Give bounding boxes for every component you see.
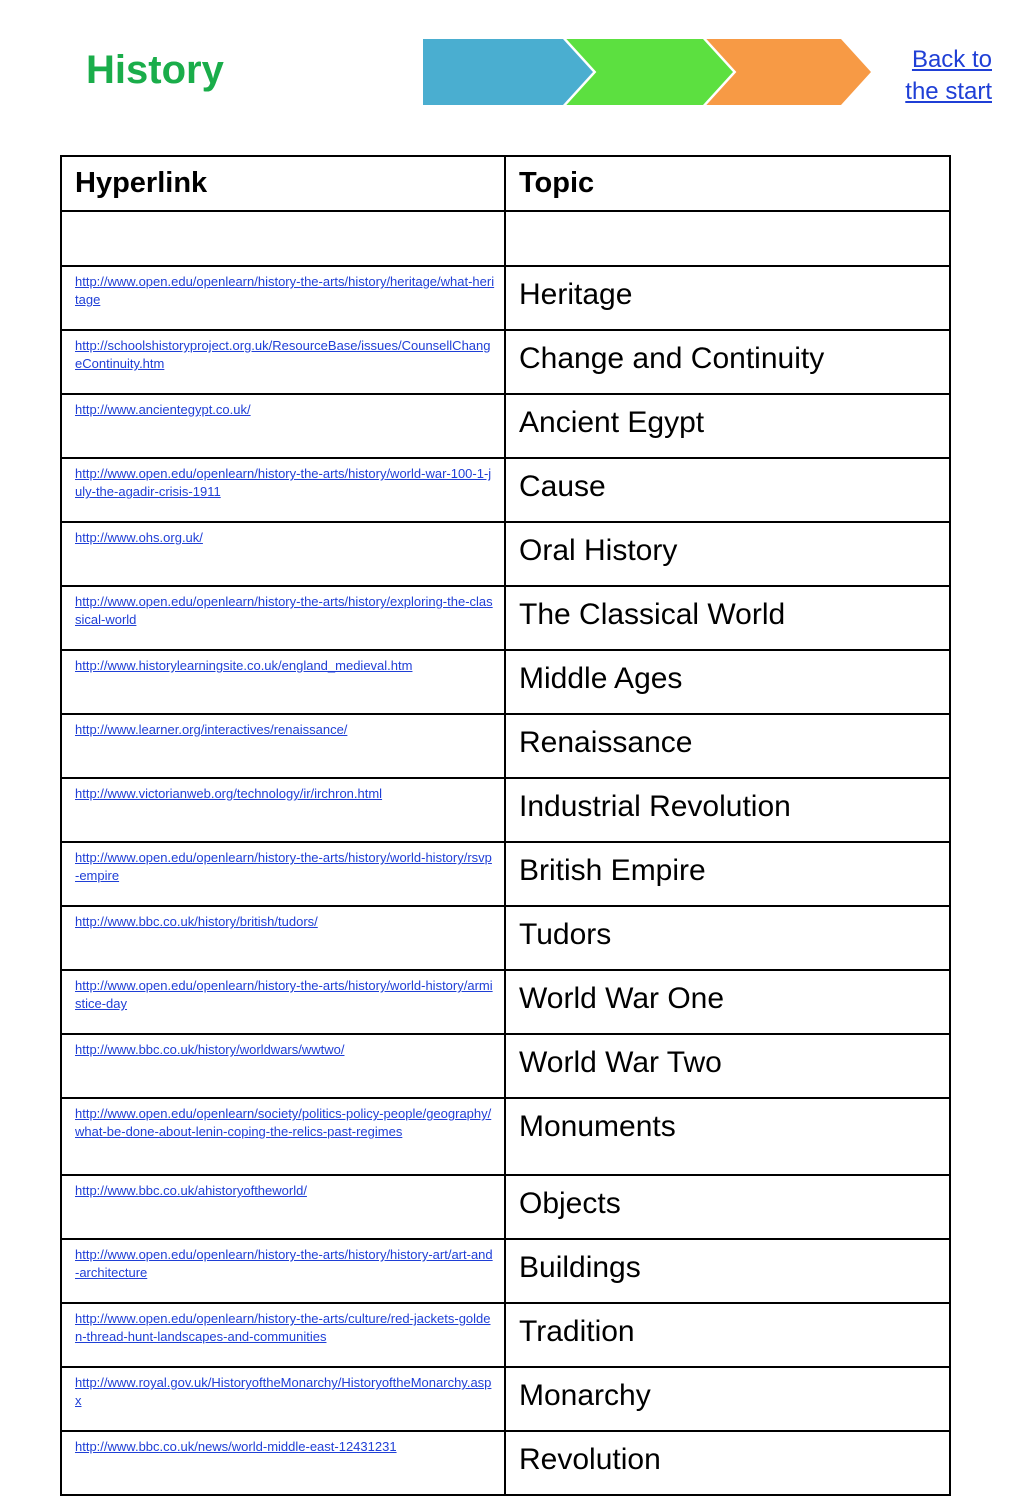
hyperlink-cell[interactable]: http://www.open.edu/openlearn/history-the-arts/history/world-history/rsvp-empire xyxy=(61,842,505,906)
topic-cell: Industrial Revolution xyxy=(505,778,950,842)
hyperlink-cell[interactable]: http://www.open.edu/openlearn/history-the-arts/history/world-war-100-1-july-the-agadir-crisis-1911 xyxy=(61,458,505,522)
page-title: History xyxy=(86,48,224,92)
table-row xyxy=(61,906,950,970)
back-to-start-link[interactable] xyxy=(880,44,992,108)
table-row xyxy=(61,1098,950,1175)
table-row xyxy=(61,970,950,1034)
table-row xyxy=(61,394,950,458)
topic-cell: The Classical World xyxy=(505,586,950,650)
topic-cell: Tudors xyxy=(505,906,950,970)
table-row xyxy=(61,1367,950,1431)
topic-cell: Tradition xyxy=(505,1303,950,1367)
table-row xyxy=(61,330,950,394)
topic-cell: Monuments xyxy=(505,1098,950,1175)
back-link-line-1[interactable]: Back to xyxy=(911,46,992,73)
process-arrows xyxy=(423,39,873,105)
hyperlink-cell[interactable]: http://schoolshistoryproject.org.uk/ResourceBase/issues/CounsellChangeContinuity.htm xyxy=(61,330,505,394)
hyperlink-cell[interactable]: http://www.ohs.org.uk/ xyxy=(61,522,505,586)
back-link-line-2[interactable]: the start xyxy=(905,78,992,105)
table-row xyxy=(61,778,950,842)
table-row xyxy=(61,714,950,778)
topic-cell: Buildings xyxy=(505,1239,950,1303)
table-row xyxy=(61,1175,950,1239)
hyperlink-cell[interactable]: http://www.open.edu/openlearn/history-the-arts/history/history-art/art-and-architecture xyxy=(61,1239,505,1303)
hyperlink-cell[interactable]: http://www.victorianweb.org/technology/ir/irchron.html xyxy=(61,778,505,842)
table-row xyxy=(61,650,950,714)
hyperlink-cell[interactable]: http://www.open.edu/openlearn/history-the-arts/culture/red-jackets-golden-thread-hunt-landscapes-and-communities xyxy=(61,1303,505,1367)
hyperlink-cell[interactable]: http://www.bbc.co.uk/ahistoryoftheworld/ xyxy=(61,1175,505,1239)
column-header-hyperlink: Hyperlink xyxy=(61,156,505,211)
hyperlink-cell[interactable]: http://www.bbc.co.uk/history/british/tudors/ xyxy=(61,906,505,970)
topic-cell: Ancient Egypt xyxy=(505,394,950,458)
table-row xyxy=(61,1239,950,1303)
hyperlink-cell[interactable]: http://www.open.edu/openlearn/society/politics-policy-people/geography/what-be-done-about-lenin-coping-the-relics-past-regimes xyxy=(61,1098,505,1175)
hyperlink-cell[interactable]: http://www.royal.gov.uk/HistoryoftheMonarchy/HistoryoftheMonarchy.aspx xyxy=(61,1367,505,1431)
history-links-table xyxy=(60,155,951,1496)
topic-cell: Cause xyxy=(505,458,950,522)
empty-cell xyxy=(505,211,950,266)
topic-cell: Change and Continuity xyxy=(505,330,950,394)
topic-cell: British Empire xyxy=(505,842,950,906)
hyperlink-cell[interactable]: http://www.bbc.co.uk/news/world-middle-east-12431231 xyxy=(61,1431,505,1495)
hyperlink-cell[interactable]: http://www.learner.org/interactives/renaissance/ xyxy=(61,714,505,778)
topic-cell: World War Two xyxy=(505,1034,950,1098)
hyperlink-cell[interactable]: http://www.bbc.co.uk/history/worldwars/wwtwo/ xyxy=(61,1034,505,1098)
column-header-topic: Topic xyxy=(505,156,950,211)
table-row xyxy=(61,842,950,906)
table-row xyxy=(61,266,950,330)
hyperlink-cell[interactable]: http://www.open.edu/openlearn/history-the-arts/history/exploring-the-classical-world xyxy=(61,586,505,650)
table-row xyxy=(61,586,950,650)
empty-cell xyxy=(61,211,505,266)
empty-row xyxy=(61,211,950,266)
hyperlink-cell[interactable]: http://www.historylearningsite.co.uk/england_medieval.htm xyxy=(61,650,505,714)
topic-cell: World War One xyxy=(505,970,950,1034)
table-row xyxy=(61,458,950,522)
table-header-row xyxy=(61,156,950,211)
table-row xyxy=(61,522,950,586)
hyperlink-cell[interactable]: http://www.open.edu/openlearn/history-the-arts/history/heritage/what-heritage xyxy=(61,266,505,330)
topic-cell: Objects xyxy=(505,1175,950,1239)
topic-cell: Oral History xyxy=(505,522,950,586)
topic-cell: Revolution xyxy=(505,1431,950,1495)
hyperlink-cell[interactable]: http://www.ancientegypt.co.uk/ xyxy=(61,394,505,458)
arrow-step-1 xyxy=(423,39,593,105)
topic-cell: Renaissance xyxy=(505,714,950,778)
table-row xyxy=(61,1034,950,1098)
topic-cell: Monarchy xyxy=(505,1367,950,1431)
table-row xyxy=(61,1303,950,1367)
topic-cell: Middle Ages xyxy=(505,650,950,714)
table-row xyxy=(61,1431,950,1495)
topic-cell: Heritage xyxy=(505,266,950,330)
hyperlink-cell[interactable]: http://www.open.edu/openlearn/history-the-arts/history/world-history/armistice-day xyxy=(61,970,505,1034)
